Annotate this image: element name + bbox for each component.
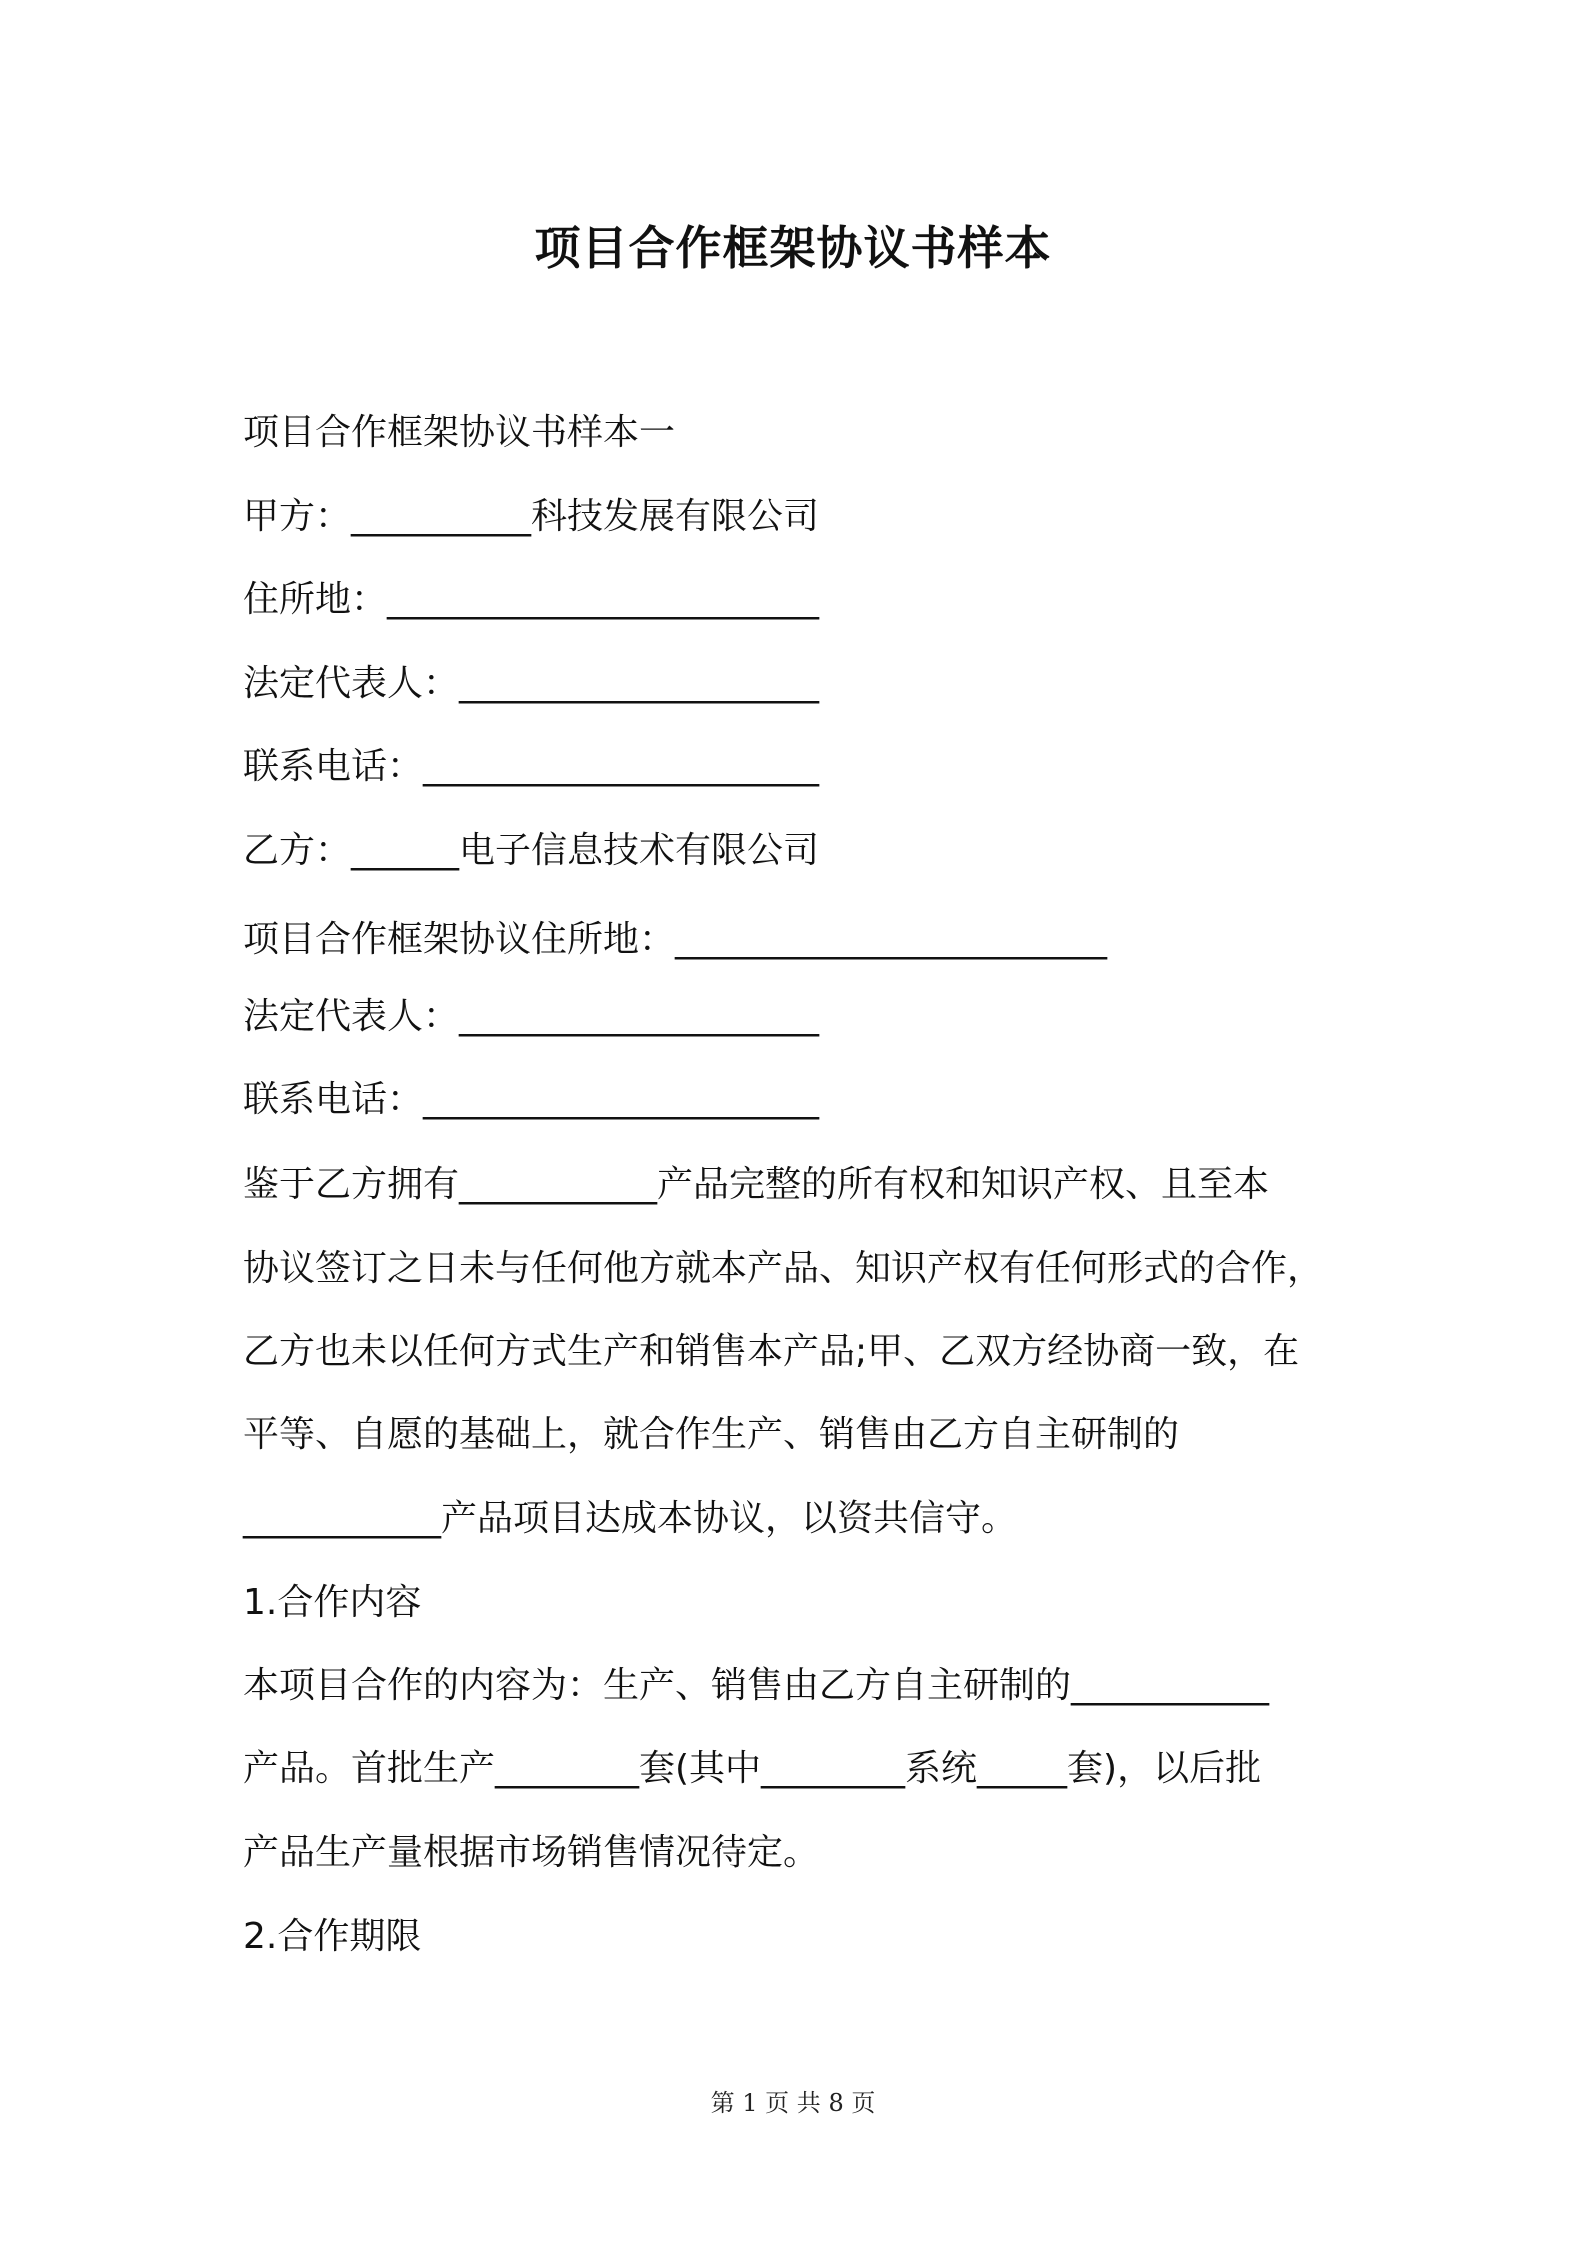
party-a-name: 甲方：__________科技发展有限公司 <box>243 496 820 537</box>
clause-heading: 2.合作期限 <box>243 1916 422 1957</box>
party-a-legal-rep: 法定代表人：____________________ <box>243 663 820 704</box>
paragraph-line: 乙方也未以任何方式生产和销售本产品;甲、乙双方经协商一致，在 <box>243 1331 1300 1372</box>
party-b-legal-rep: 法定代表人：____________________ <box>243 996 820 1037</box>
party-b-name: 乙方：______电子信息技术有限公司 <box>243 830 820 871</box>
paragraph-line: 产品生产量根据市场销售情况待定。 <box>243 1832 820 1873</box>
clause-heading: 1.合作内容 <box>243 1582 422 1623</box>
party-b-phone: 联系电话：______________________ <box>243 1079 820 1120</box>
paragraph-line: ___________产品项目达成本协议，以资共信守。 <box>243 1498 1018 1539</box>
paragraph-line: 平等、自愿的基础上，就合作生产、销售由乙方自主研制的 <box>243 1414 1180 1455</box>
document-title: 项目合作框架协议书样本 <box>534 221 1052 275</box>
paragraph-line: 协议签订之日未与任何他方就本产品、知识产权有任何形式的合作， <box>243 1248 1324 1289</box>
paragraph-line: 产品。首批生产________套(其中________系统_____套)，以后批 <box>243 1748 1262 1789</box>
party-a-address: 住所地：________________________ <box>243 579 820 620</box>
party-b-address: 项目合作框架协议住所地：________________________ <box>243 919 1108 960</box>
page-number-footer: 第 1 页 共 8 页 <box>710 2089 876 2117</box>
paragraph-line: 本项目合作的内容为：生产、销售由乙方自主研制的___________ <box>243 1665 1270 1706</box>
section-heading: 项目合作框架协议书样本一 <box>243 412 676 453</box>
paragraph-line: 鉴于乙方拥有___________产品完整的所有权和知识产权、且至本 <box>243 1164 1270 1205</box>
party-a-phone: 联系电话：______________________ <box>243 746 820 787</box>
